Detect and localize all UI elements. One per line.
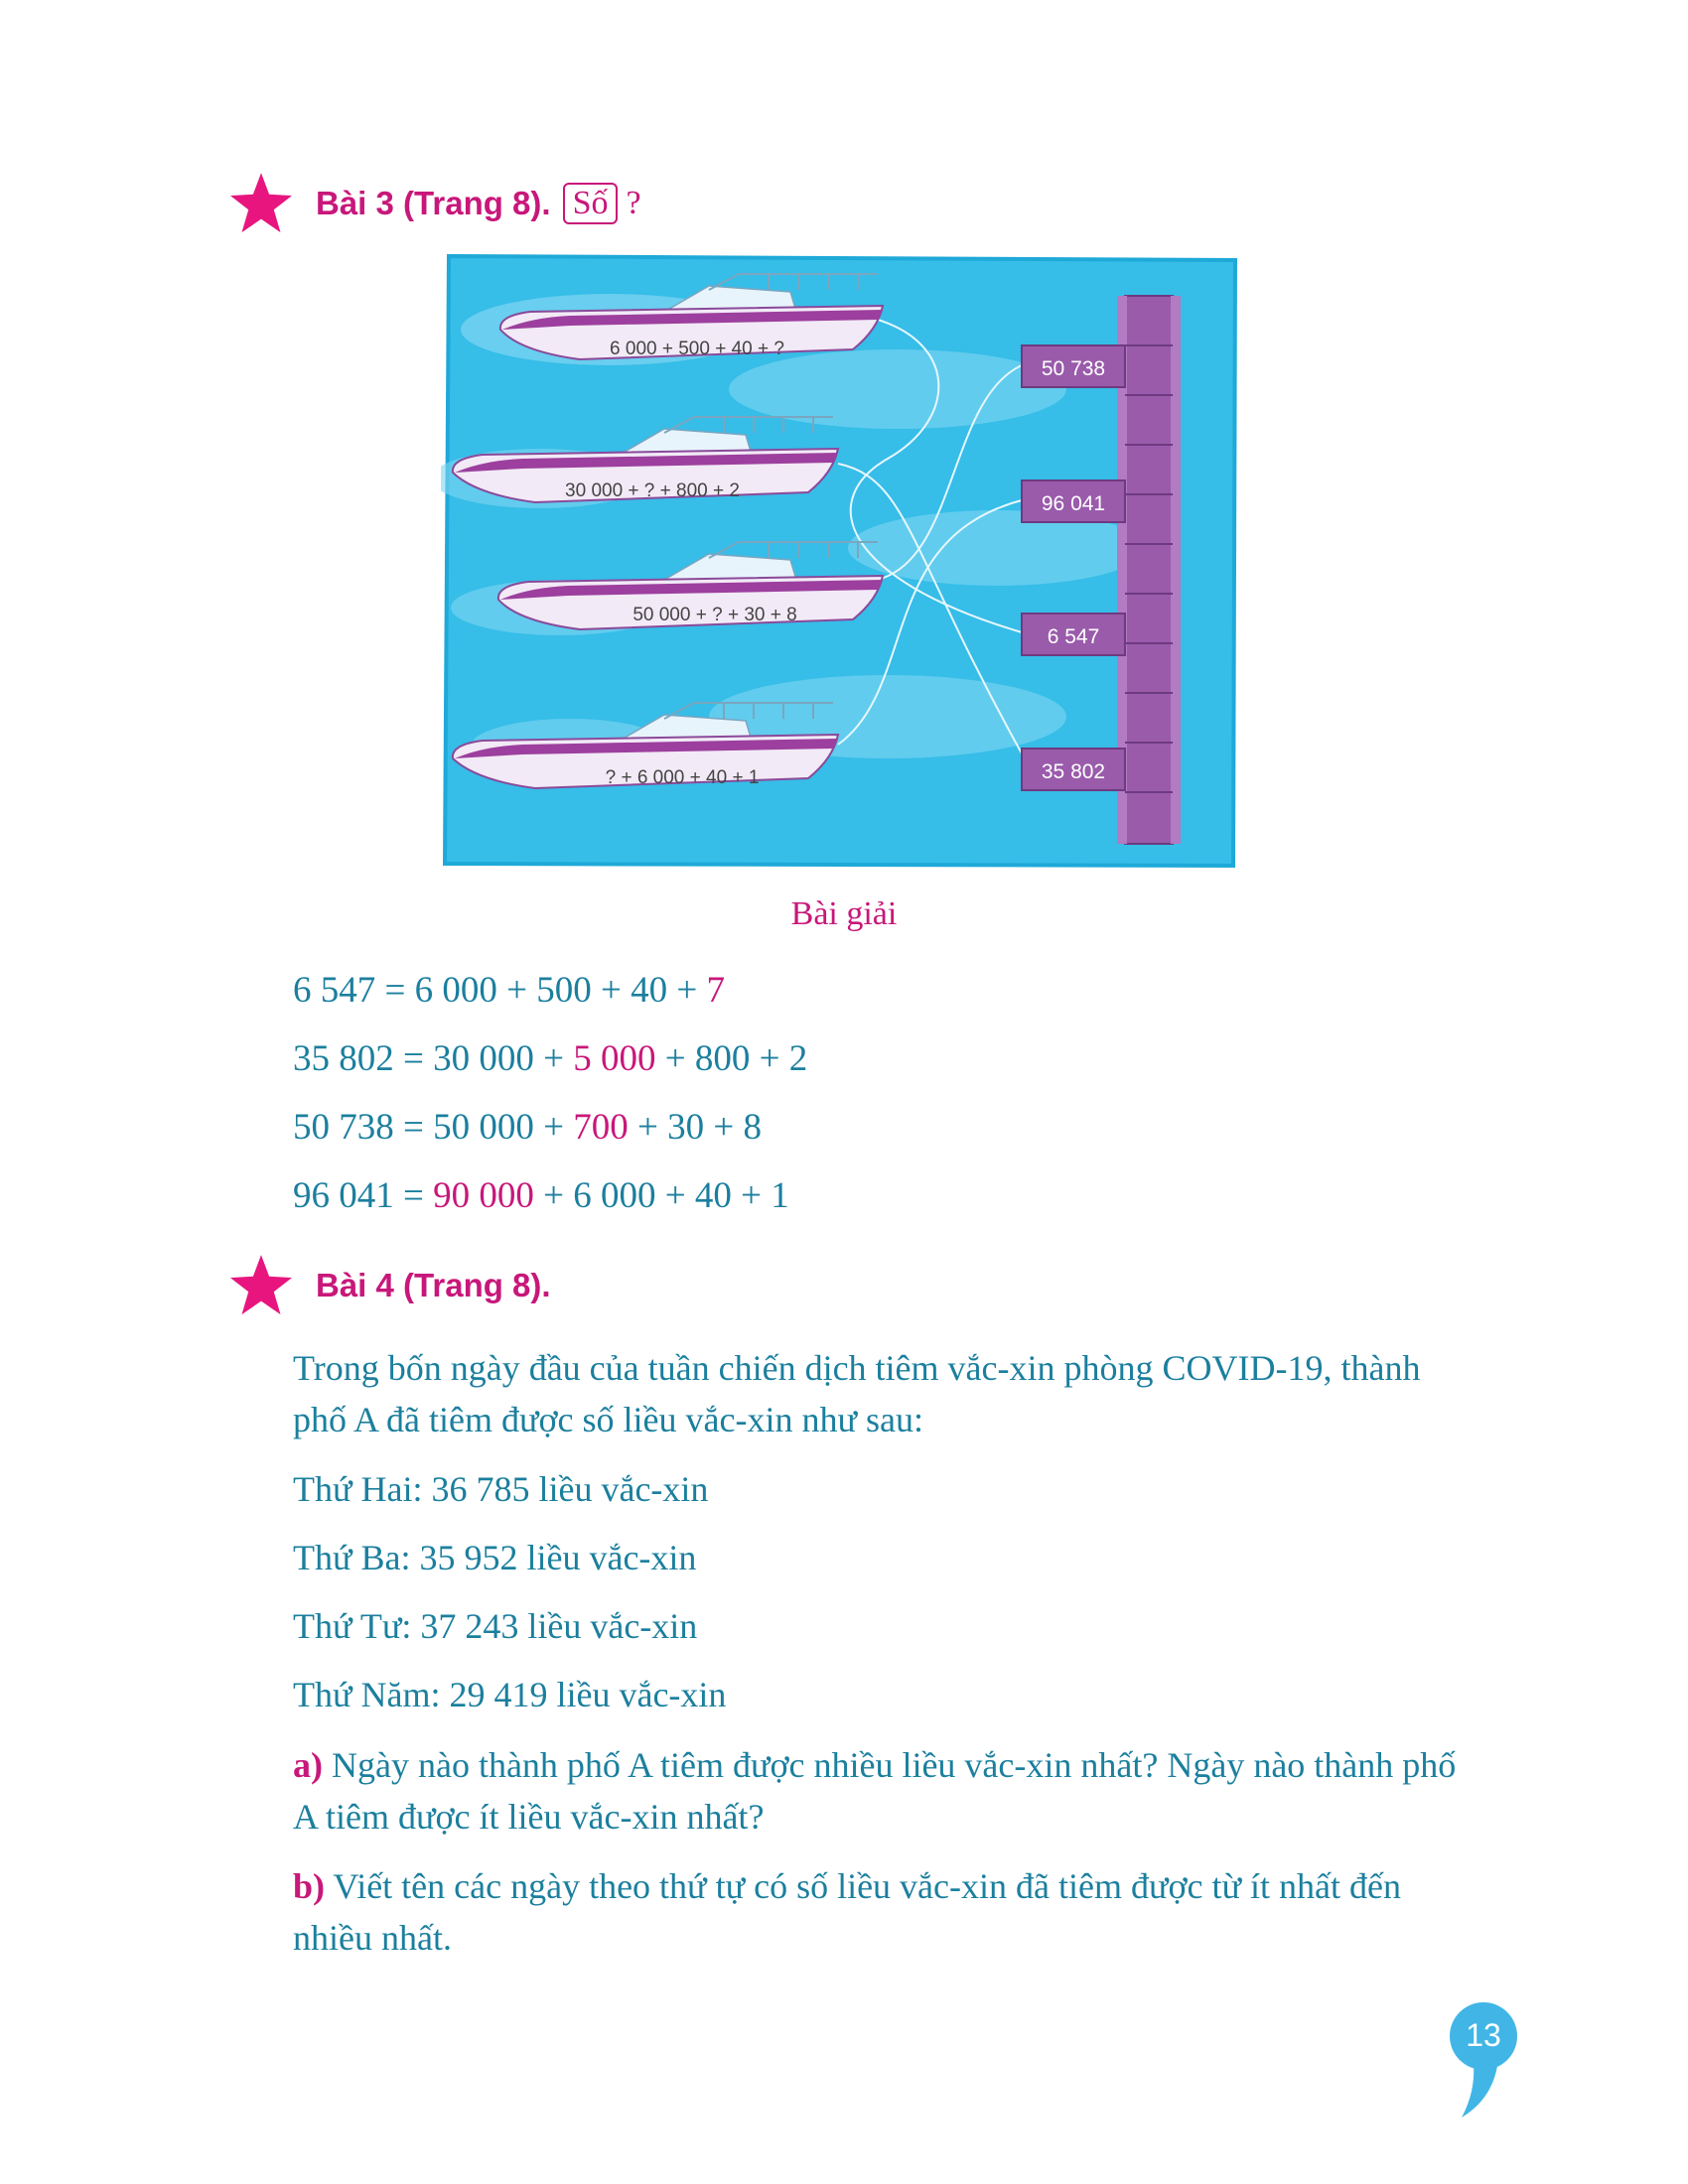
day-entry: Thứ Ba: 35 952 liều vắc-xin [293, 1538, 697, 1577]
solution-title: Bài giải [790, 895, 898, 932]
star-icon [224, 1249, 298, 1322]
day-entry: Thứ Năm: 29 419 liều vắc-xin [293, 1675, 727, 1714]
solution-equation: 6 547 = 6 000 + 500 + 40 + 7 [293, 970, 725, 1011]
question-a [293, 1739, 1465, 1843]
question-a-label: a) [293, 1745, 323, 1785]
boat-expression: ? + 6 000 + 40 + 1 [605, 767, 760, 788]
star-icon [224, 167, 298, 240]
exercise3-title: Bài 3 (Trang 8). [316, 185, 551, 221]
question-mark: ? [626, 185, 641, 221]
exercise3-heading [224, 167, 641, 240]
solution-equation: 96 041 = 90 000 + 6 000 + 40 + 1 [293, 1175, 789, 1216]
exercise4-heading [224, 1249, 551, 1322]
page-number: 13 [1466, 2017, 1501, 2053]
question-b-label: b) [293, 1866, 326, 1906]
boats-dock-illustration [441, 250, 1241, 870]
boat-expression: 50 000 + ? + 30 + 8 [633, 605, 797, 625]
dock-label: 50 738 [1041, 357, 1106, 380]
dock-label: 35 802 [1041, 760, 1106, 783]
exercise4-title: Bài 4 (Trang 8). [316, 1267, 551, 1303]
dock-label: 96 041 [1041, 492, 1106, 515]
solution-equation: 50 738 = 50 000 + 700 + 30 + 8 [293, 1107, 762, 1148]
dock-label: 6 547 [1047, 625, 1100, 648]
so-box-label: Số [563, 183, 619, 224]
boat-expression: 6 000 + 500 + 40 + ? [610, 339, 784, 359]
day-entry: Thứ Tư: 37 243 liều vắc-xin [293, 1606, 698, 1646]
dock [1117, 296, 1181, 844]
question-b-text: Viết tên các ngày theo thứ tự có số liều vắc-xin đã tiêm được từ ít nhất đến nhiều nhất. [293, 1866, 1401, 1958]
boat-expression: 30 000 + ? + 800 + 2 [565, 480, 740, 501]
day-entry: Thứ Hai: 36 785 liều vắc-xin [293, 1469, 709, 1509]
question-b [293, 1860, 1465, 1964]
solution-equation: 35 802 = 30 000 + 5 000 + 800 + 2 [293, 1038, 808, 1079]
exercise4-intro: Trong bốn ngày đầu của tuần chiến dịch tiêm vắc-xin phòng COVID-19, thành phố A đã tiêm được số liều vắc-xin như sau: [293, 1348, 1421, 1439]
question-a-text: Ngày nào thành phố A tiêm được nhiều liều vắc-xin nhất? Ngày nào thành phố A tiêm được ít liều vắc-xin nhất? [293, 1745, 1457, 1837]
